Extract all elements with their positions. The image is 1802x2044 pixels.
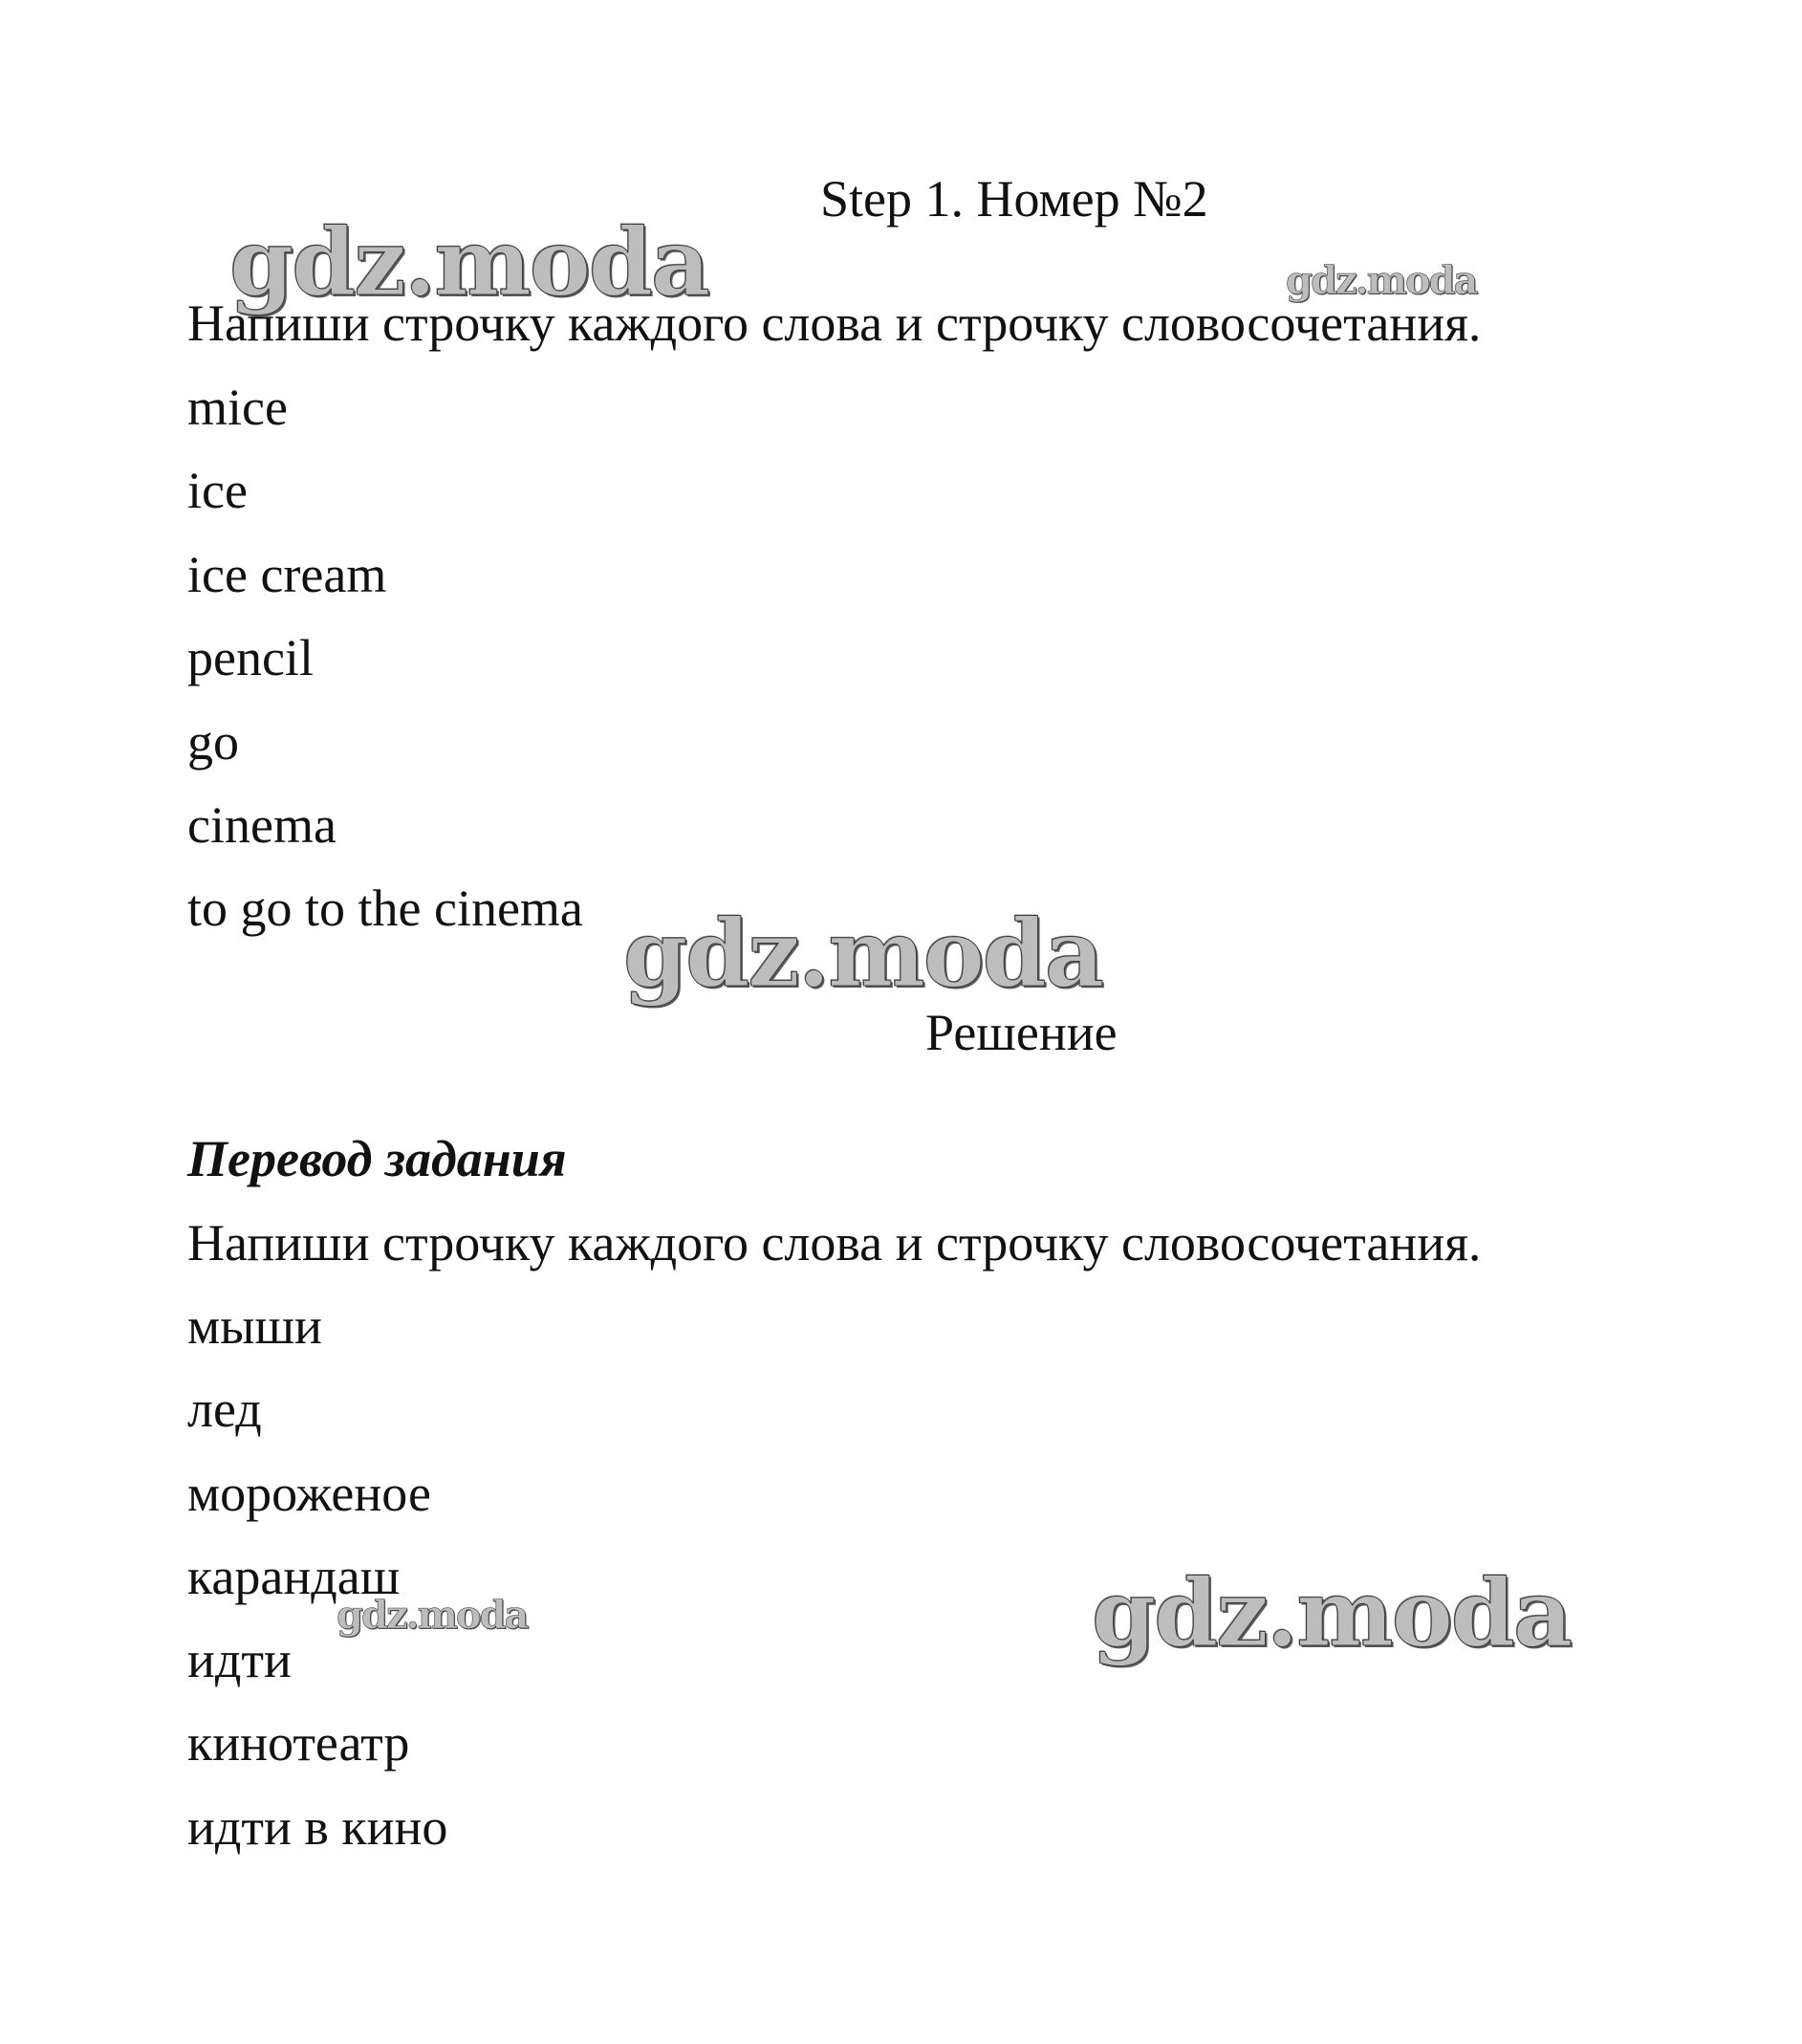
- task-word: go: [187, 713, 239, 771]
- translation-word: идти: [187, 1631, 292, 1688]
- translation-word: лед: [187, 1381, 262, 1438]
- watermark-logo: gdz.moda: [623, 900, 1103, 1008]
- task-word: pencil: [187, 629, 314, 686]
- task-phrase: to go to the cinema: [187, 880, 583, 937]
- translation-phrase: идти в кино: [187, 1798, 448, 1856]
- task-instruction: Напиши строчку каждого слова и строчку словосочетания.: [187, 294, 1482, 352]
- watermark-logo: gdz.moda: [1286, 258, 1477, 303]
- translation-instruction: Напиши строчку каждого слова и строчку словосочетания.: [187, 1214, 1482, 1272]
- task-word: cinema: [187, 796, 337, 854]
- translation-word: мороженое: [187, 1465, 431, 1522]
- watermark-logo: gdz.moda: [1092, 1559, 1572, 1667]
- watermark-logo: gdz.moda: [337, 1593, 528, 1638]
- translation-word: кинотеатр: [187, 1714, 410, 1772]
- solution-label: Решение: [925, 1004, 1118, 1061]
- translation-word: карандаш: [187, 1548, 401, 1605]
- watermark-logo: gdz.moda: [229, 208, 709, 316]
- translation-word: мыши: [187, 1297, 322, 1355]
- task-word: ice: [187, 462, 248, 519]
- task-word: mice: [187, 379, 288, 436]
- translation-heading: Перевод задания: [187, 1130, 567, 1187]
- page-title: Step 1. Номер №2: [820, 170, 1208, 228]
- task-word: ice cream: [187, 546, 387, 603]
